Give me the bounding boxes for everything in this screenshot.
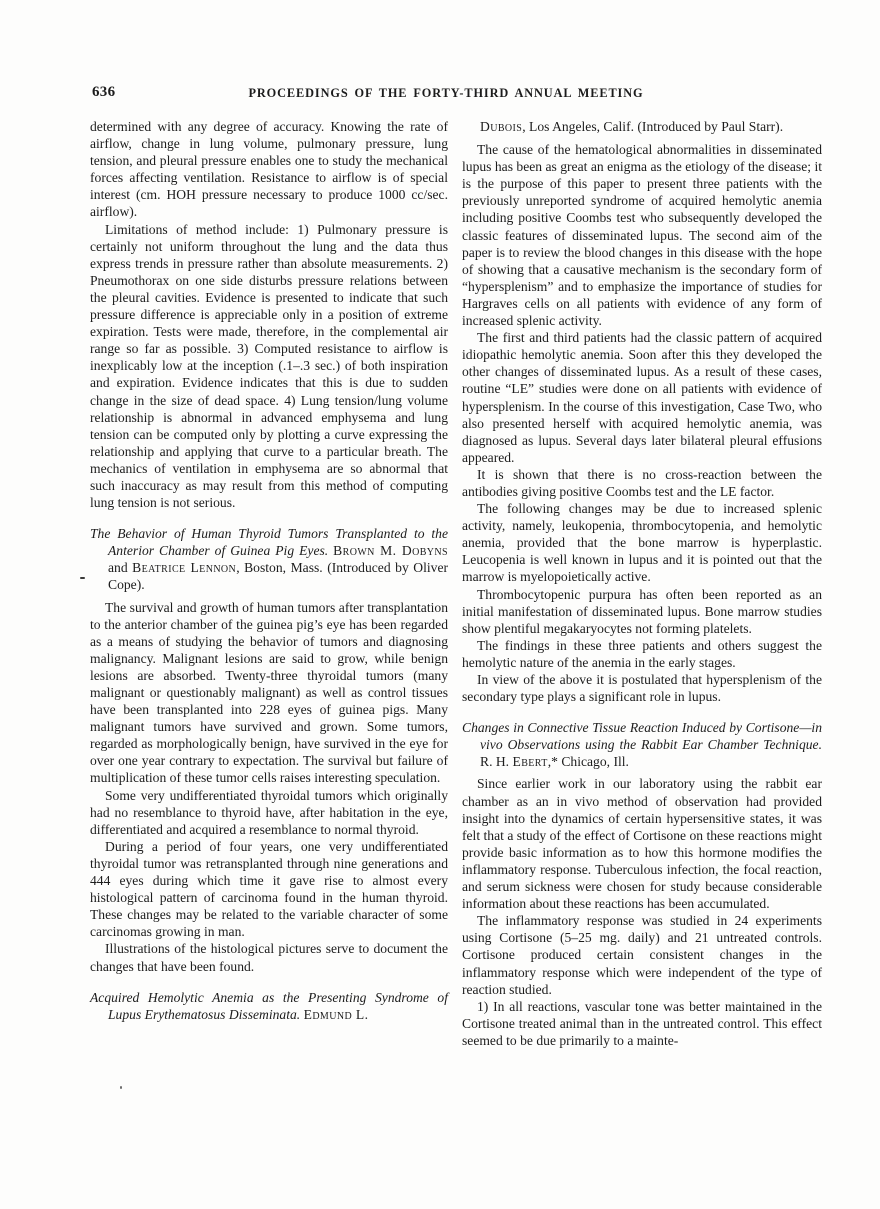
page-number: 636 [92, 84, 116, 100]
author-name: Ebert [512, 754, 548, 770]
abstract-heading-cortisone [462, 719, 822, 770]
running-head [90, 84, 822, 102]
abstract-heading-thyroid [90, 525, 448, 593]
paragraph-findings: The findings in these three patients and others suggest the hemolytic nature of the anemia in the early stages. [462, 637, 822, 670]
paragraph-survival: The survival and growth of human tumors after transplantation to the anterior chamber of the guinea pig’s eye has been regarded as a means of studying the behavior of tumors and diagnosing malignancy. Malignant lesions are said to grow, while benign lesions are absorbed. Twenty-three thyroidal tumors (many malignant or questionably malignant) as well as control tissues have been transplanted into 228 eyes of guinea pigs. Many malignant tumors have survived and grown. Some tumors, regarded as morphologically benign, have survived in the eye for over one year contrary to expectation. The survival but failure of multiplication of these tumor cells raises interesting speculation. [90, 599, 448, 786]
paragraph-inflammatory: The inflammatory response was studied in 24 experiments using Cortisone (5–25 mg. daily) and 21 untreated controls. Cortisone produced certain consistent changes in the inflammatory response which were independent of the type of reaction studied. [462, 913, 822, 997]
author-affiliation: ,* Chicago, Ill. [547, 754, 629, 770]
author-affiliation: , Los Angeles, Calif. (Introduced by Paul Starr). [522, 119, 784, 134]
right-column [462, 118, 822, 1049]
scan-speck [120, 1086, 122, 1089]
paragraph-patients: The first and third patients had the classic pattern of acquired idiopathic hemolytic anemia. Soon after this they developed the other changes of disseminated lupus. As a result of these cases, routine “LE” studies were done on all patients with evidence of hypersplenism. In the course of this investigation, Case Two, who also presented herself with acquired hemolytic anemia, was diagnosed as lupus. Several days later bilateral pleural effusions appeared. [462, 330, 822, 465]
author-name: Beatrice Lennon [132, 560, 237, 576]
author-name: Brown M. Dobyns [333, 543, 448, 559]
margin-mark [80, 577, 85, 579]
paragraph-limitations: Limitations of method include: 1) Pulmonary pressure is certainly not uniform throughout the lung and the data thus express trends in pressure rather than absolute measurements. 2) Pneumothorax on one side disturbs pressure relations between the pleural cavities. Evidence is presented to indicate that such pressure difference is appreciable only in a position of extreme expiration. Tests were made, therefore, in the complemental air range so far as possible. 3) Computed resistance to airflow is inexplicably low at the inception (.1–.3 sec.) of both inspiration and expiration. Evidence indicates that this is due to sudden change in the size of dead space. 4) Lung tension/lung volume relationship is abnormal in advanced emphysema and lung tension can be computed only by plotting a curve expressing the relationship and applying that curve to a particular breath. The mechanics of ventilation in emphysema are so abnormal that such inaccuracy as may result from this method of computing lung tension is not serious. [90, 221, 448, 511]
running-title: PROCEEDINGS OF THE FORTY-THIRD ANNUAL MEETING [248, 86, 644, 100]
paragraph-purpura: Thrombocytopenic purpura has often been reported as an initial manifestation of disseminated lupus. Bone marrow studies show plentiful megakaryocytes not forming platelets. [462, 586, 822, 636]
abstract-heading-anemia-continued [462, 118, 822, 135]
paragraph-undifferentiated: Some very undifferentiated thyroidal tumors which originally had no resemblance to thyroid have, after habitation in the eye, differentiated and acquired a resemblance to normal thyroid. [90, 787, 448, 837]
abstract-title: Changes in Connective Tissue Reaction Induced by Cortisone—in vivo Observations using the Rabbit Ear Chamber Technique. [462, 720, 822, 753]
abstract-heading-anemia [90, 989, 448, 1023]
paragraph-changes: The following changes may be due to increased splenic activity, namely, leukopenia, thrombocytopenia, and hemolytic anemia, provided that the bone marrow is hyperplastic. Leucopenia is well known in lupus and it is pointed out that the marrow is myelopoietically active. [462, 501, 822, 585]
abstract-title: Acquired Hemolytic Anemia as the Presenting Syndrome of Lupus Erythematosus Disseminata. [90, 989, 448, 1022]
author-affiliation: , Boston, Mass. (Introduced by Oliver Cope). [108, 560, 449, 593]
paragraph-crossreaction: It is shown that there is no cross-reaction between the antibodies giving positive Coombs test and the LE factor. [462, 466, 822, 499]
author-name: Edmund L. [303, 1006, 369, 1022]
paragraph-postulated: In view of the above it is postulated that hypersplenism of the secondary type plays a significant role in lupus. [462, 672, 822, 705]
paragraph-since: Since earlier work in our laboratory using the rabbit ear chamber as an in vivo method of observation had provided insight into the dynamics of certain hypersensitive states, it was felt that a study of the effect of Cortisone on these reactions might provide basic information as to how this hormone modifies the inflammatory response. Tuberculous infection, the focal reaction, and serum sickness were chosen for study because considerable information about these reactions has been accumulated. [462, 776, 822, 912]
author-conjunction: and [108, 560, 133, 576]
author-name: Dubois [480, 119, 523, 134]
paragraph-cause: The cause of the hematological abnormalities in disseminated lupus has been as great an enigma as the etiology of the disease; it is the purpose of this paper to present three patients with the previously unreported syndrome of acquired hemolytic anemia including positive Coombs test who subsequently developed the classic features of disseminated lupus. The second aim of the paper is to review the blood changes in this disease with the hope of showing that a causative mechanism is the secondary form of “hypersplenism” and to emphasize the importance of studies for Hargraves cells on all patients with evidence of any form of increased splenic activity. [462, 142, 822, 329]
abstract-title: The Behavior of Human Thyroid Tumors Transplanted to the Anterior Chamber of Guinea Pig Eyes. [90, 526, 448, 559]
left-column [90, 118, 448, 1028]
author-initials: R. H. [480, 754, 513, 770]
paragraph-vascular: 1) In all reactions, vascular tone was better maintained in the Cortisone treated animal than in the untreated control. This effect seemed to be due primarily to a mainte- [462, 998, 822, 1048]
paragraph-illustrations: Illustrations of the histological pictures serve to document the changes that have been found. [90, 941, 448, 974]
paragraph-period: During a period of four years, one very undifferentiated thyroidal tumor was retransplanted through nine generations and 444 eyes during which time it gave rise to almost every histological pattern of carcinoma found in the human thyroid. These changes may be related to the variable character of some carcinomas growing in man. [90, 838, 448, 940]
paragraph-airflow: determined with any degree of accuracy. Knowing the rate of airflow, change in lung volume, pulmonary pressure, lung tension, and pleural pressure enables one to study the mechanical forces affecting ventilation. Resistance to airflow is of special interest (cm. HOH pressure necessary to produce 1000 cc/sec. airflow). [90, 119, 448, 220]
